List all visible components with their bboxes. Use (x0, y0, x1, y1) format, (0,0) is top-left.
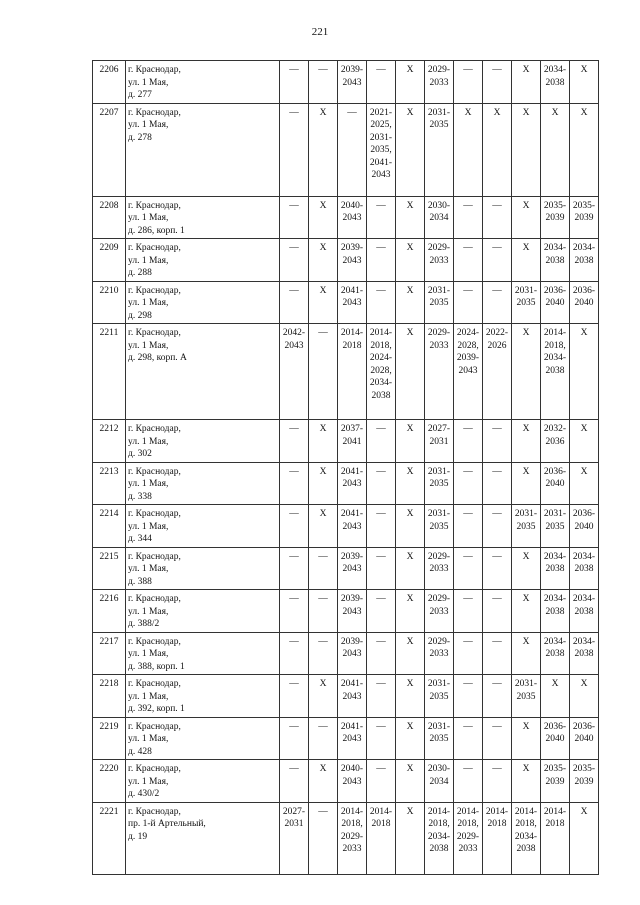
table-row (93, 505, 599, 548)
table-row (93, 717, 599, 760)
address-cell: г. Краснодар, ул. 1 Мая, д. 392, корп. 1 (126, 675, 280, 718)
value-cell: 2041- 2043 (338, 281, 367, 324)
value-cell: 2027- 2031 (280, 802, 309, 874)
value-cell: X (309, 675, 338, 718)
value-cell: 2031- 2035 (425, 717, 454, 760)
table-row (93, 61, 599, 104)
value-cell: X (512, 61, 541, 104)
value-cell: X (512, 324, 541, 420)
value-cell: X (570, 802, 599, 874)
value-cell: X (396, 420, 425, 463)
value-cell: 2029- 2033 (425, 324, 454, 420)
value-cell: 2039- 2043 (338, 547, 367, 590)
value-cell: — (454, 675, 483, 718)
address-cell: г. Краснодар, ул. 1 Мая, д. 430/2 (126, 760, 280, 803)
value-cell: — (483, 547, 512, 590)
value-cell: X (309, 505, 338, 548)
value-cell: — (367, 239, 396, 282)
value-cell: — (483, 590, 512, 633)
value-cell: X (396, 590, 425, 633)
schedule-table (92, 60, 599, 875)
value-cell: — (454, 505, 483, 548)
value-cell: X (454, 103, 483, 196)
value-cell: — (454, 462, 483, 505)
value-cell: 2030- 2034 (425, 196, 454, 239)
value-cell: — (280, 760, 309, 803)
value-cell: — (309, 717, 338, 760)
value-cell: — (309, 61, 338, 104)
value-cell: X (512, 632, 541, 675)
value-cell: 2039- 2043 (338, 632, 367, 675)
value-cell: — (454, 590, 483, 633)
value-cell: — (454, 420, 483, 463)
value-cell: X (512, 717, 541, 760)
value-cell: 2034- 2038 (570, 547, 599, 590)
value-cell: — (367, 760, 396, 803)
value-cell: — (454, 281, 483, 324)
value-cell: — (483, 281, 512, 324)
value-cell: X (396, 462, 425, 505)
table-row (93, 324, 599, 420)
value-cell: 2022- 2026 (483, 324, 512, 420)
table-row (93, 590, 599, 633)
table-row (93, 239, 599, 282)
value-cell: 2014- 2018 (483, 802, 512, 874)
value-cell: X (309, 281, 338, 324)
value-cell: 2039- 2043 (338, 239, 367, 282)
value-cell: — (454, 632, 483, 675)
value-cell: X (396, 802, 425, 874)
value-cell: 2035- 2039 (541, 760, 570, 803)
value-cell: 2014- 2018, 2024- 2028, 2034- 2038 (367, 324, 396, 420)
value-cell: X (570, 420, 599, 463)
value-cell: 2031- 2035 (425, 103, 454, 196)
value-cell: — (309, 590, 338, 633)
value-cell: — (309, 547, 338, 590)
value-cell: 2027- 2031 (425, 420, 454, 463)
value-cell: X (396, 103, 425, 196)
value-cell: — (483, 675, 512, 718)
row-number: 2212 (93, 420, 126, 463)
value-cell: X (396, 281, 425, 324)
value-cell: 2014- 2018 (338, 324, 367, 420)
value-cell: — (454, 547, 483, 590)
value-cell: 2031- 2035 (541, 505, 570, 548)
value-cell: 2034- 2038 (541, 61, 570, 104)
value-cell: 2040- 2043 (338, 196, 367, 239)
address-cell: г. Краснодар, ул. 1 Мая, д. 388 (126, 547, 280, 590)
value-cell: X (512, 103, 541, 196)
table-row (93, 420, 599, 463)
value-cell: X (570, 675, 599, 718)
address-cell: г. Краснодар, ул. 1 Мая, д. 302 (126, 420, 280, 463)
value-cell: X (396, 760, 425, 803)
row-number: 2218 (93, 675, 126, 718)
value-cell: 2040- 2043 (338, 760, 367, 803)
value-cell: 2036- 2040 (541, 717, 570, 760)
value-cell: 2021- 2025, 2031- 2035, 2041- 2043 (367, 103, 396, 196)
address-cell: г. Краснодар, ул. 1 Мая, д. 277 (126, 61, 280, 104)
row-number: 2210 (93, 281, 126, 324)
value-cell: X (512, 760, 541, 803)
value-cell: — (338, 103, 367, 196)
value-cell: — (280, 281, 309, 324)
value-cell: — (367, 547, 396, 590)
value-cell: — (367, 281, 396, 324)
value-cell: X (570, 61, 599, 104)
value-cell: 2029- 2033 (425, 61, 454, 104)
value-cell: — (483, 462, 512, 505)
value-cell: 2031- 2035 (425, 462, 454, 505)
value-cell: X (396, 505, 425, 548)
value-cell: 2036- 2040 (570, 505, 599, 548)
value-cell: 2041- 2043 (338, 717, 367, 760)
value-cell: 2029- 2033 (425, 239, 454, 282)
value-cell: — (483, 61, 512, 104)
address-cell: г. Краснодар, ул. 1 Мая, д. 286, корп. 1 (126, 196, 280, 239)
table-row (93, 675, 599, 718)
value-cell: 2034- 2038 (541, 239, 570, 282)
page-number: 221 (311, 26, 329, 38)
value-cell: — (367, 196, 396, 239)
address-cell: г. Краснодар, ул. 1 Мая, д. 278 (126, 103, 280, 196)
value-cell: 2035- 2039 (570, 196, 599, 239)
value-cell: 2031- 2035 (512, 505, 541, 548)
table-row (93, 632, 599, 675)
value-cell: 2031- 2035 (425, 505, 454, 548)
row-number: 2206 (93, 61, 126, 104)
row-number: 2220 (93, 760, 126, 803)
value-cell: — (483, 420, 512, 463)
value-cell: 2034- 2038 (541, 547, 570, 590)
row-number: 2213 (93, 462, 126, 505)
value-cell: — (309, 802, 338, 874)
value-cell: — (280, 103, 309, 196)
value-cell: X (483, 103, 512, 196)
value-cell: 2041- 2043 (338, 505, 367, 548)
value-cell: 2031- 2035 (512, 675, 541, 718)
value-cell: 2024- 2028, 2039- 2043 (454, 324, 483, 420)
value-cell: — (309, 632, 338, 675)
table-row (93, 281, 599, 324)
address-cell: г. Краснодар, ул. 1 Мая, д. 344 (126, 505, 280, 548)
table-row (93, 196, 599, 239)
table-row (93, 802, 599, 874)
value-cell: 2035- 2039 (570, 760, 599, 803)
value-cell: — (454, 760, 483, 803)
value-cell: 2031- 2035 (512, 281, 541, 324)
row-number: 2221 (93, 802, 126, 874)
value-cell: X (512, 196, 541, 239)
value-cell: 2034- 2038 (570, 632, 599, 675)
value-cell: 2035- 2039 (541, 196, 570, 239)
value-cell: 2034- 2038 (570, 239, 599, 282)
value-cell: — (280, 547, 309, 590)
value-cell: — (454, 196, 483, 239)
value-cell: 2031- 2035 (425, 281, 454, 324)
value-cell: X (570, 103, 599, 196)
value-cell: — (367, 462, 396, 505)
value-cell: — (280, 462, 309, 505)
value-cell: X (396, 547, 425, 590)
value-cell: — (280, 632, 309, 675)
value-cell: 2014- 2018, 2034- 2038 (541, 324, 570, 420)
value-cell: 2029- 2033 (425, 632, 454, 675)
value-cell: X (512, 420, 541, 463)
value-cell: — (280, 717, 309, 760)
address-cell: г. Краснодар, ул. 1 Мая, д. 388/2 (126, 590, 280, 633)
value-cell: X (512, 547, 541, 590)
value-cell: — (280, 590, 309, 633)
value-cell: X (309, 239, 338, 282)
value-cell: — (454, 239, 483, 282)
address-cell: г. Краснодар, ул. 1 Мая, д. 298, корп. А (126, 324, 280, 420)
value-cell: 2014- 2018, 2034- 2038 (512, 802, 541, 874)
row-number: 2207 (93, 103, 126, 196)
value-cell: 2014- 2018, 2034- 2038 (425, 802, 454, 874)
row-number: 2214 (93, 505, 126, 548)
value-cell: X (309, 420, 338, 463)
value-cell: 2041- 2043 (338, 462, 367, 505)
value-cell: X (541, 103, 570, 196)
value-cell: — (454, 717, 483, 760)
value-cell: X (396, 61, 425, 104)
value-cell: 2039- 2043 (338, 590, 367, 633)
value-cell: X (309, 103, 338, 196)
value-cell: 2034- 2038 (541, 632, 570, 675)
value-cell: X (570, 324, 599, 420)
value-cell: 2030- 2034 (425, 760, 454, 803)
value-cell: X (396, 196, 425, 239)
value-cell: 2034- 2038 (570, 590, 599, 633)
row-number: 2217 (93, 632, 126, 675)
value-cell: — (367, 632, 396, 675)
value-cell: — (483, 505, 512, 548)
value-cell: — (280, 61, 309, 104)
value-cell: — (367, 505, 396, 548)
address-cell: г. Краснодар, пр. 1-й Артельный, д. 19 (126, 802, 280, 874)
value-cell: X (309, 462, 338, 505)
value-cell: X (309, 196, 338, 239)
row-number: 2211 (93, 324, 126, 420)
value-cell: X (570, 462, 599, 505)
value-cell: 2037- 2041 (338, 420, 367, 463)
table-row (93, 760, 599, 803)
value-cell: 2042- 2043 (280, 324, 309, 420)
address-cell: г. Краснодар, ул. 1 Мая, д. 288 (126, 239, 280, 282)
value-cell: 2041- 2043 (338, 675, 367, 718)
row-number: 2208 (93, 196, 126, 239)
value-cell: 2029- 2033 (425, 590, 454, 633)
value-cell: 2014- 2018 (367, 802, 396, 874)
value-cell: — (309, 324, 338, 420)
value-cell: 2036- 2040 (570, 717, 599, 760)
value-cell: — (367, 717, 396, 760)
value-cell: 2039- 2043 (338, 61, 367, 104)
value-cell: — (483, 196, 512, 239)
value-cell: — (280, 239, 309, 282)
value-cell: 2036- 2040 (570, 281, 599, 324)
value-cell: X (396, 632, 425, 675)
row-number: 2219 (93, 717, 126, 760)
value-cell: — (280, 196, 309, 239)
value-cell: 2014- 2018, 2029- 2033 (338, 802, 367, 874)
value-cell: — (483, 717, 512, 760)
value-cell: 2029- 2033 (425, 547, 454, 590)
value-cell: 2032- 2036 (541, 420, 570, 463)
value-cell: — (367, 420, 396, 463)
value-cell: X (512, 239, 541, 282)
address-cell: г. Краснодар, ул. 1 Мая, д. 428 (126, 717, 280, 760)
value-cell: — (483, 760, 512, 803)
value-cell: — (483, 239, 512, 282)
value-cell: — (367, 675, 396, 718)
address-cell: г. Краснодар, ул. 1 Мая, д. 388, корп. 1 (126, 632, 280, 675)
row-number: 2215 (93, 547, 126, 590)
value-cell: X (396, 324, 425, 420)
value-cell: 2036- 2040 (541, 281, 570, 324)
value-cell: — (280, 420, 309, 463)
value-cell: 2036- 2040 (541, 462, 570, 505)
value-cell: 2014- 2018, 2029- 2033 (454, 802, 483, 874)
value-cell: 2034- 2038 (541, 590, 570, 633)
value-cell: — (367, 61, 396, 104)
value-cell: X (396, 717, 425, 760)
value-cell: 2014- 2018 (541, 802, 570, 874)
table-row (93, 103, 599, 196)
row-number: 2216 (93, 590, 126, 633)
value-cell: — (280, 505, 309, 548)
address-cell: г. Краснодар, ул. 1 Мая, д. 298 (126, 281, 280, 324)
value-cell: — (483, 632, 512, 675)
value-cell: X (512, 462, 541, 505)
table-row (93, 462, 599, 505)
value-cell: — (367, 590, 396, 633)
value-cell: X (396, 239, 425, 282)
value-cell: X (512, 590, 541, 633)
value-cell: X (396, 675, 425, 718)
value-cell: 2031- 2035 (425, 675, 454, 718)
value-cell: X (309, 760, 338, 803)
value-cell: — (280, 675, 309, 718)
table-row (93, 547, 599, 590)
value-cell: — (454, 61, 483, 104)
address-cell: г. Краснодар, ул. 1 Мая, д. 338 (126, 462, 280, 505)
value-cell: X (541, 675, 570, 718)
row-number: 2209 (93, 239, 126, 282)
